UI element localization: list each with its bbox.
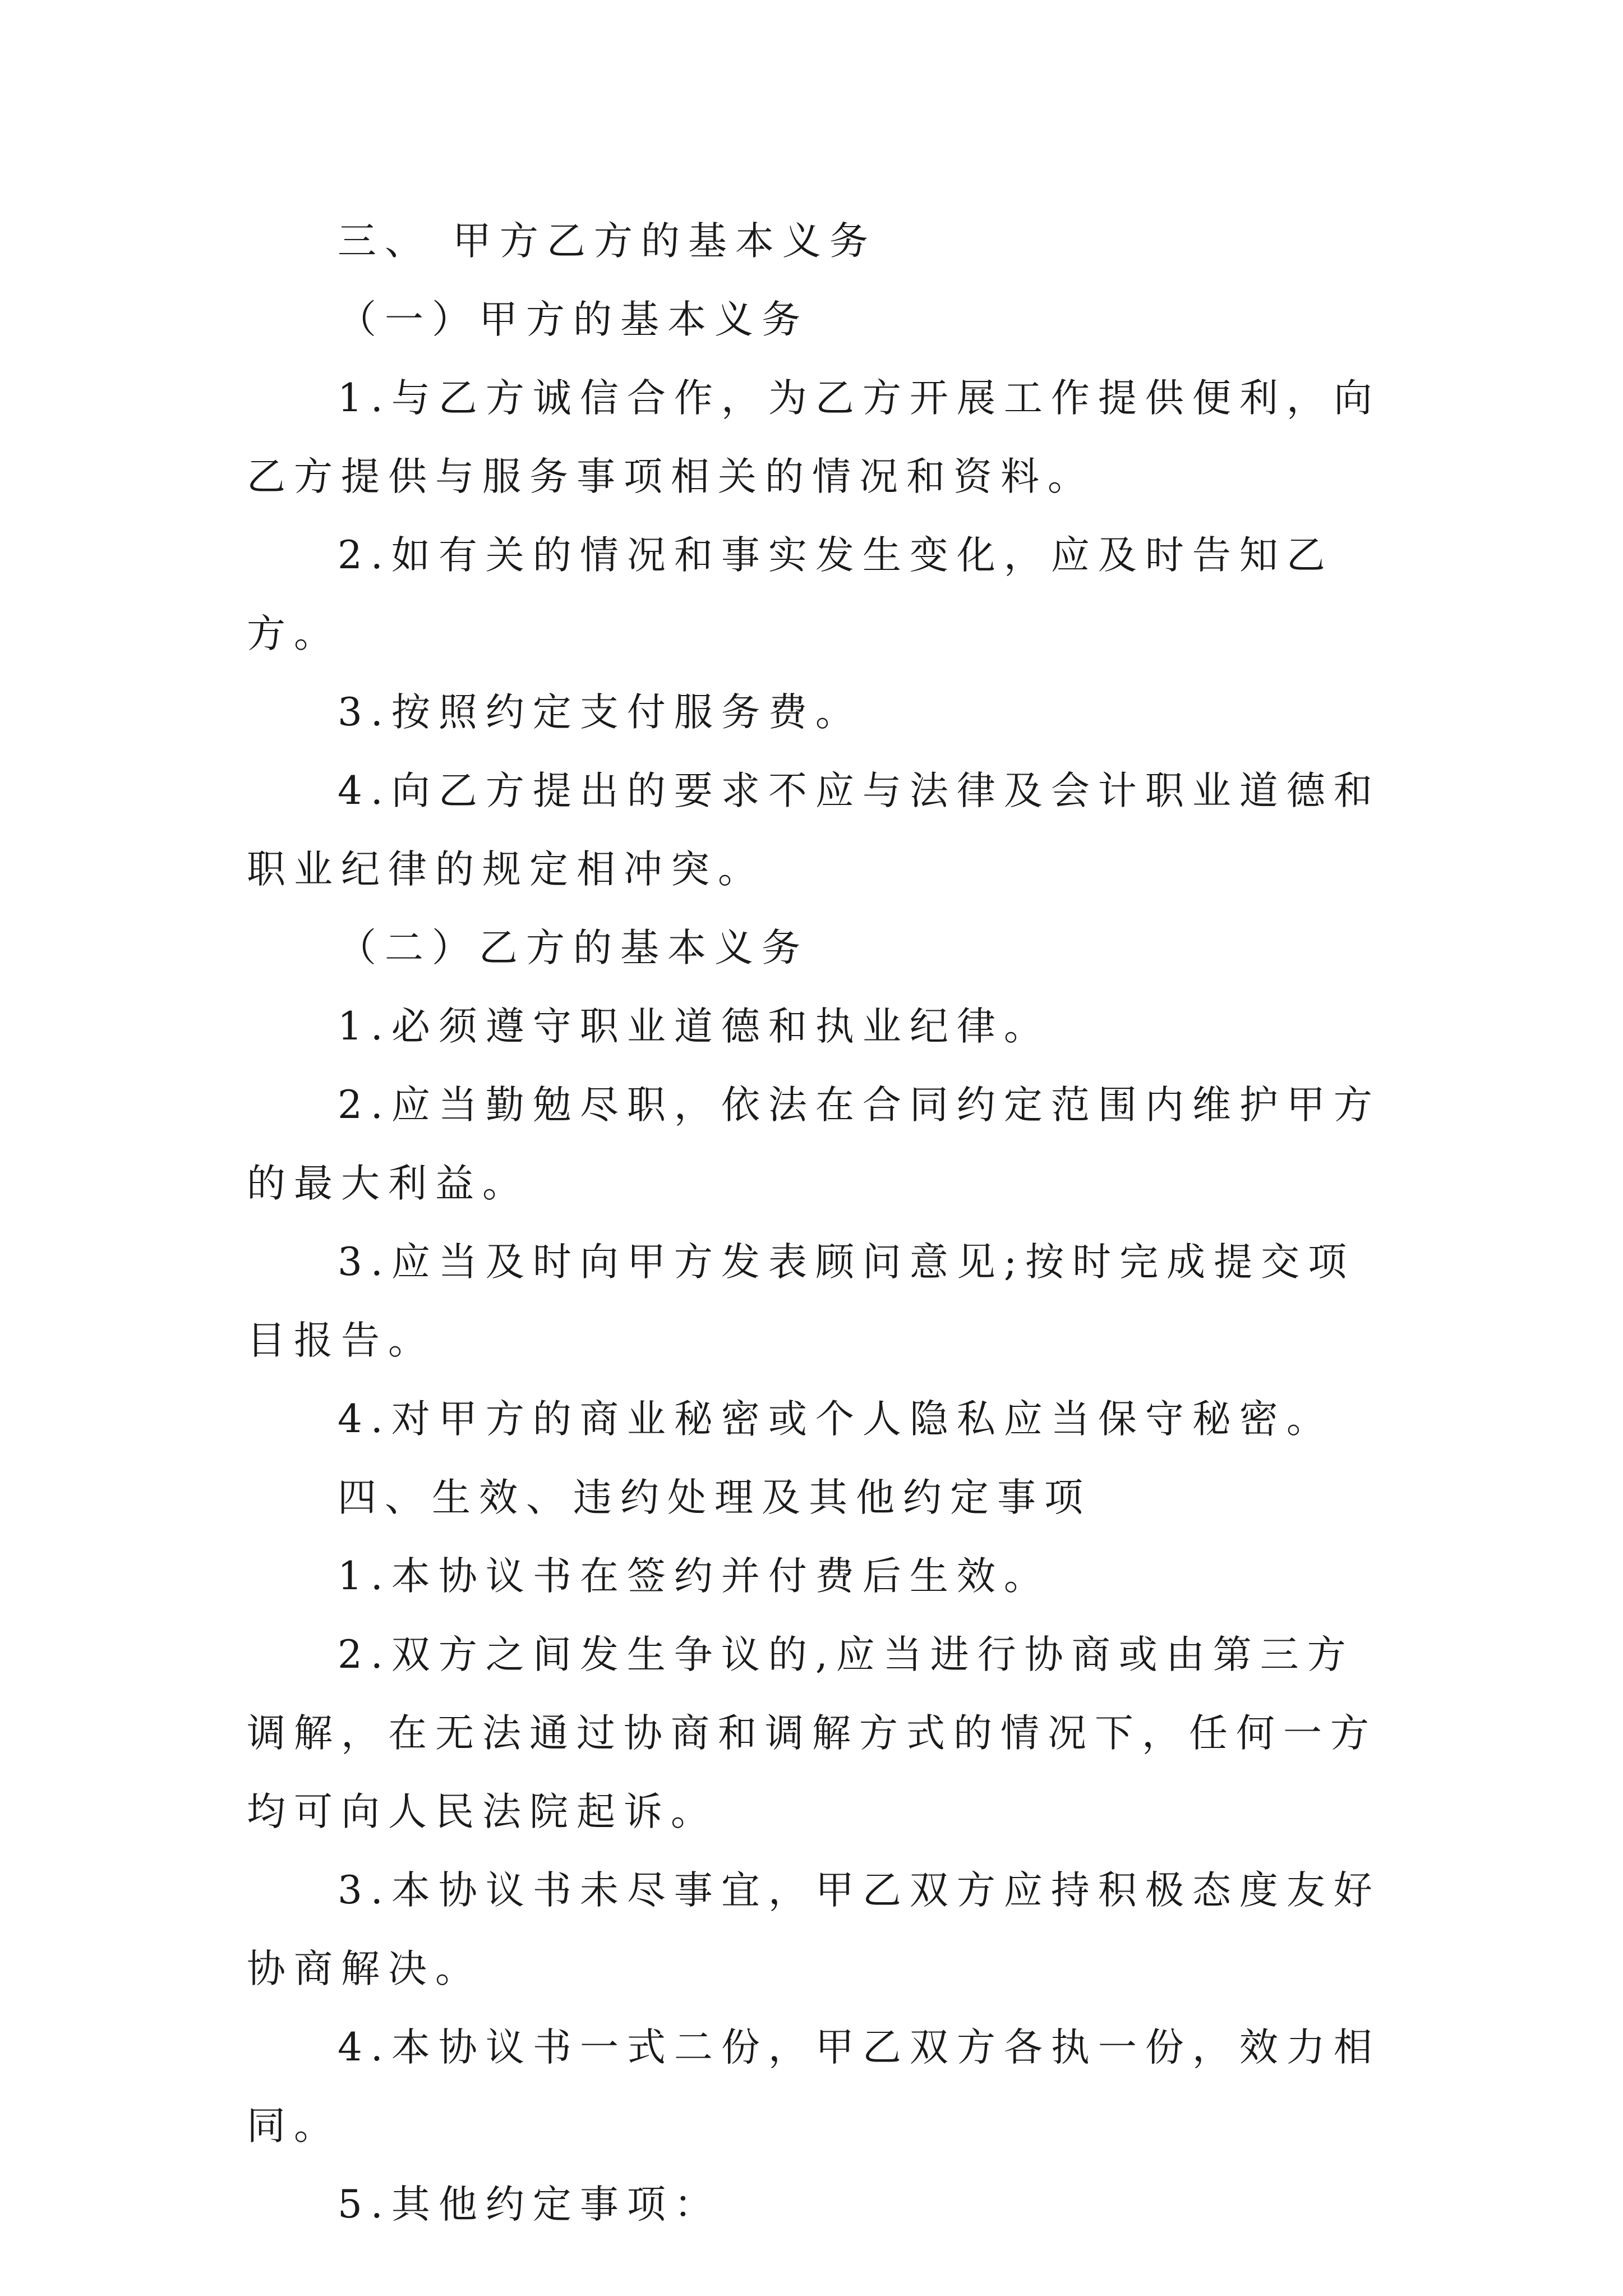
effectiveness-clause-1: 1.本协议书在签约并付费后生效。	[338, 1554, 1051, 1599]
effectiveness-clause-2: 2.双方之间发生争议的,应当进行协商或由第三方调解，在无法通过协商和调解方式的情况下，任何一方均可向人民法院起诉。	[247, 1632, 1377, 1834]
subsection-heading-party-a: （一）甲方的基本义务	[338, 297, 809, 342]
party-b-clause-1: 1.必须遵守职业道德和执业纪律。	[338, 1004, 1051, 1049]
party-a-clause-2: 2.如有关的情况和事实发生变化，应及时告知乙方。	[247, 533, 1334, 656]
effectiveness-clause-4: 4.本协议书一式二份，甲乙双方各执一份，效力相同。	[247, 2025, 1381, 2148]
section-heading-obligations: 三、 甲方乙方的基本义务	[338, 219, 877, 264]
party-a-clause-1: 1.与乙方诚信合作，为乙方开展工作提供便利，向乙方提供与服务事项相关的情况和资料。	[247, 376, 1381, 499]
effectiveness-clause-3: 3.本协议书未尽事宜，甲乙双方应持积极态度友好协商解决。	[247, 1868, 1381, 1991]
subsection-heading-party-b: （二）乙方的基本义务	[338, 926, 809, 970]
party-b-clause-4: 4.对甲方的商业秘密或个人隐私应当保守秘密。	[338, 1397, 1334, 1442]
party-b-clause-3: 3.应当及时向甲方发表顾问意见;按时完成提交项目报告。	[247, 1240, 1355, 1363]
party-a-clause-3: 3.按照约定支付服务费。	[338, 690, 863, 735]
document-body	[247, 202, 1385, 2244]
effectiveness-clause-5: 5.其他约定事项：	[338, 2182, 721, 2227]
party-a-clause-4: 4.向乙方提出的要求不应与法律及会计职业道德和职业纪律的规定相冲突。	[247, 769, 1381, 892]
section-heading-effectiveness: 四、生效、违约处理及其他约定事项	[338, 1475, 1091, 1520]
party-b-clause-2: 2.应当勤勉尽职，依法在合同约定范围内维护甲方的最大利益。	[247, 1083, 1381, 1206]
